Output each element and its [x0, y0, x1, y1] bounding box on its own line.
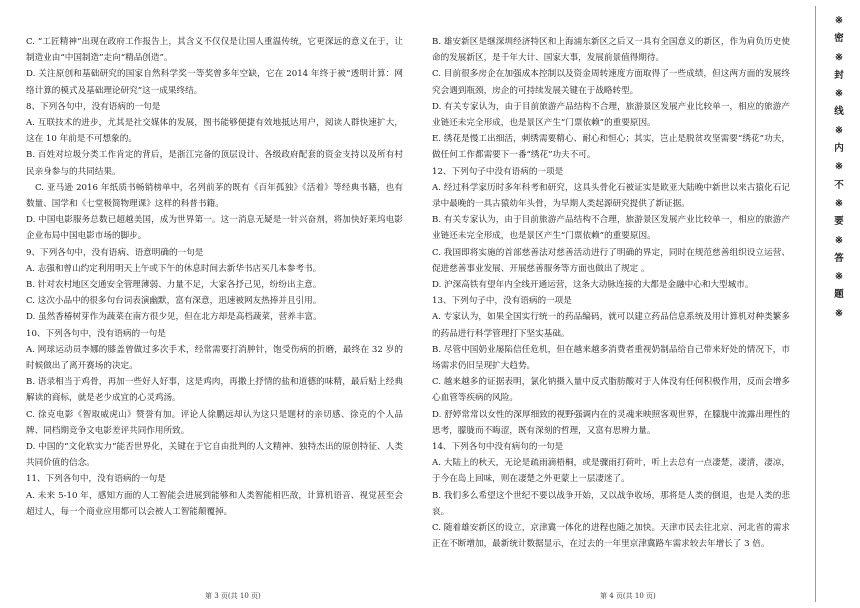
paragraph: C. “工匠精神”出现在政府工作报告上，其含义不仅仅是让国人重温传统，它更深远的意义在于，让制造业由“中国制造”走向“精品创造”。 [26, 37, 403, 64]
paragraph: C. 越来越多的证据表明，氯化钠摄入量中反式脂肪酸对于人体没有任何积极作用，反而会增多心血管等疾病的风险。 [432, 377, 790, 404]
seal-char: ※ [835, 124, 843, 136]
seal-char: ※ [835, 271, 843, 283]
binding-line [815, 6, 816, 602]
paragraph: A. 大陆上的秋天，无论是疏雨滴梧桐，或是骤雨打荷叶，听上去总有一点凄楚，凄清，凄凉，于今在岛上回味，则在凄楚之外更蒙上一层凄迷了。 [432, 458, 790, 485]
seal-warning-text [824, 12, 854, 323]
paragraph: A. 网球运动员李娜的膝盖曾做过多次手术，经常需要打消肿针，饱受伤病的折磨，最终在 32 岁的时候做出了离开赛场的决定。 [26, 344, 403, 372]
paragraph: 10、下列各句中，没有语病的一句是 [26, 328, 166, 339]
left-column [26, 34, 403, 520]
paragraph: D. 中国电影服务总数已超越美国，成为世界第一。这一消息无疑是一针兴奋剂，将加快好莱坞电影企业布局中国电影市场的脚步。 [26, 215, 403, 242]
seal-char: 不 [834, 179, 844, 191]
paragraph: 9、下列各句中，没有语病、语意明确的一句是 [26, 247, 204, 258]
paragraph: 12、下列句子中没有语病的一项是 [432, 166, 564, 177]
right-column [432, 34, 790, 553]
seal-char: ※ [835, 307, 843, 319]
paragraph: C. 随着雄安新区的设立，京津冀一体化的进程也随之加快。天津市民去往北京、河北省的需求正在不断增加，最新统计数据显示，在过去的一年里京津冀路车需求较去年增长了 3 倍。 [432, 523, 790, 550]
seal-char: ※ [835, 51, 843, 63]
seal-line-strip [804, 0, 860, 608]
paragraph: 13、下列句子中，没有语病的一项是 [432, 296, 572, 307]
paragraph: 14、下列各句中没有病句的一句是 [432, 442, 564, 453]
seal-char: 封 [834, 69, 844, 81]
paragraph: A. 未来 5-10 年，感知方面的人工智能会进展到能够和人类智能相匹敌，计算机语音、视觉甚至会超过人，每一个商业应用都可以会被人工智能颠覆掉。 [26, 490, 403, 517]
paragraph: A. 志强和曾山约定利用明天上午或下午的休息时间去新华书店买几本参考书。 [26, 263, 322, 274]
seal-char: ※ [835, 197, 843, 209]
seal-char: 要 [834, 216, 844, 228]
seal-char: ※ [835, 15, 843, 26]
seal-char: ※ [835, 88, 843, 100]
paragraph: B. 语录相当于鸡骨，再加一些好人好事，这是鸡肉，再撒上抒情的盐和道德的味精，最后贴上经典解读的商标，就是老少成宜的心灵鸡汤。 [26, 377, 403, 404]
seal-char: ※ [835, 234, 843, 246]
paragraph: B. 雄安新区是继深圳经济特区和上海浦东新区之后又一具有全国意义的新区，作为肩负历史使命的发展新区，是千年大计、国家大事，发展前景值得期待。 [432, 37, 790, 64]
paragraph: D. 虽然香椿树芽作为蔬菜在南方很少见，但在北方却是高档蔬菜，营养丰富。 [26, 312, 322, 323]
paragraph: C. 徐克电影《智取威虎山》赞誉有加。评论人徐鹏远却认为这只是题材的亲切感、徐克的个人品牌、同档期竞争文电影差评共同作用所致。 [26, 409, 403, 436]
paragraph: C. 目前很多房企在加强成本控制以及资金周转速度方面取得了一些成绩，但这两方面的发展终究会遇到瓶颈，房企的可持续发展关键在于战略转型。 [432, 69, 790, 96]
page-number-right: 第 4 页(共 10 页) [600, 592, 656, 600]
seal-char: 密 [834, 33, 844, 45]
paragraph: C. 我国即将实施的首部慈善法对慈善活动进行了明确的界定，同时在规范慈善组织设立运营、促进慈善事业发展、开展慈善服务等方面也做出了规定 。 [432, 247, 790, 274]
paragraph: A. 专家认为，如果全国实行统一的药品编码，就可以建立药品信息系统及用计算机对种类繁多的药品进行科学管理打下坚实基础。 [432, 312, 790, 339]
paragraph: A. 经过科学家历时多年科考和研究，这具头骨化石被证实是欧亚大陆晚中新世以来古猿化石记录中最晚的一具古猿幼年头骨，为早期人类起源研究提供了新证据。 [432, 182, 790, 210]
paragraph: 8、下列各句中，没有语病的一句是 [26, 101, 161, 112]
seal-char: 答 [834, 252, 844, 264]
paragraph: E. 绣花是慢工出细活，刺绣需要精心、耐心和恒心；其实，岂止是脱贫攻坚需要“绣花”功夫，做任何工作都需要下一番“绣花”功夫不可。 [432, 134, 790, 161]
paragraph: B. 有关专家认为，由于目前旅游产品结构不合理，旅游景区发展产业比较单一，相应的旅游产业链还未完全形成，也是景区产生“门票依赖”的重要原因。 [432, 215, 790, 242]
paragraph: A. 互联技术的进步，尤其是社交媒体的发展，图书能够便捷有效地抵达用户，阅读人群快速扩大，这在 10 年前是不可想象的。 [26, 118, 403, 145]
seal-char: 题 [834, 289, 844, 301]
paragraph: 11、下列各句中，没有语病的一句是 [26, 474, 166, 485]
paragraph: B. 尽管中国奶业屡陷信任危机，但在越来越多消费者重视奶制品给自己带来好处的情况下，市场需求仍旧呈现扩大趋势。 [432, 344, 790, 372]
paragraph: B. 我们多么希望这个世纪不要以战争开始，又以战争收场，那将是人类的倒退，也是人类的悲哀。 [432, 490, 790, 517]
seal-char: 内 [834, 143, 844, 155]
seal-char: ※ [835, 161, 843, 173]
paragraph: B. 针对农村地区交通安全管理薄弱、力量不足，大家各抒己见，纷纷出主意。 [26, 280, 322, 291]
paragraph: D. 中国的“文化软实力”能否世界化，关键在于它自由批判的人文精神、独特杰出的原创特征、人类共同价值的信念。 [26, 442, 403, 469]
paragraph: B. 百姓对垃圾分类工作肯定的背后，是浙江完备的顶层设计、各级政府配套的资金支持以及所有村民亲身参与的共同结果。 [26, 150, 403, 177]
page-number-left: 第 3 页(共 10 页) [205, 592, 261, 600]
paragraph: D. 舒婷常常以女性的深厚细致的视野强调内在的灵魂来映照客观世界，在朦胧中流露出理性的思考，朦胧而不晦涩，既有深刻的哲理，又富有思辨力量。 [432, 409, 790, 436]
paragraph: D. 有关专家认为，由于目前旅游产品结构不合理，旅游景区发展产业比较单一，相应的旅游产业链还未完全形成，也是景区产生“门票依赖”的重要原因。 [432, 101, 790, 129]
seal-char: 线 [834, 106, 844, 118]
paragraph: D. 关注原创和基础研究的国家自然科学奖一等奖曾多年空缺，它在 2014 年终于被“透明计算：网络计算的模式及基础理论研究”这一成果终结。 [26, 69, 403, 96]
paragraph: C. 这次小品中的很多句台词表演幽默，富有深意，迅速被网友热捧并且引用。 [26, 296, 322, 307]
paragraph: D. 沪深高铁有望年内全线开通运营，这条大动脉连接的大都是金融中心和大型城市。 [432, 280, 754, 291]
paragraph: C. 亚马逊 2016 年纸质书畅销榜单中，名列前茅的既有《百年孤独》《活着》等经典书籍，也有数量、国学和《七堂极简物理课》这样的科普书籍。 [26, 182, 403, 210]
